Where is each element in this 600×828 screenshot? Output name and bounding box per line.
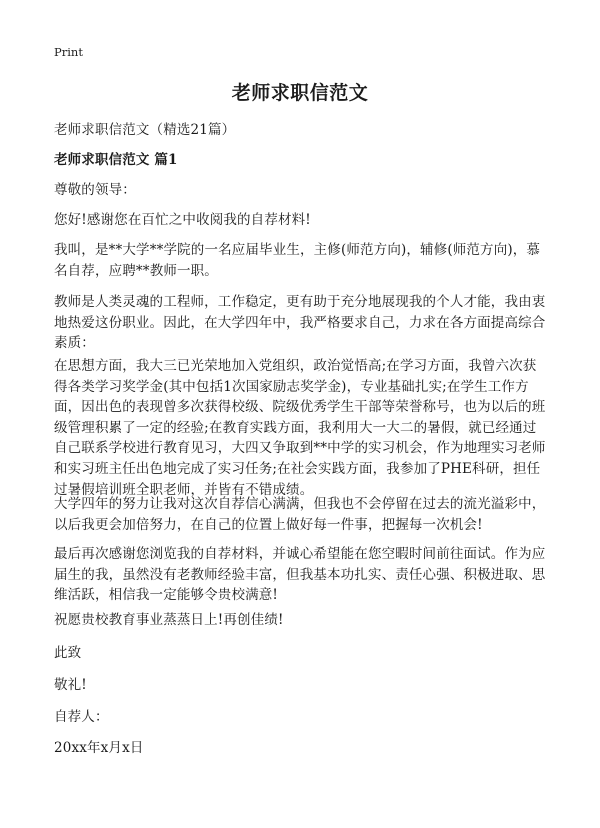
achievements-paragraph: 在思想方面，我大三已光荣地加入党组织，政治觉悟高;在学习方面，我曾六次获得各类学习奖学金(其中包括1次国家励志奖学金)，专业基础扎实;在学生工作方面，因出色的表现曾多次获得校级、院级优秀学生干部等荣誉称号，也为以后的班级管理积累了一定的经验;在教育实践方面，我利用大一大二的暑假，就已经通过自己联系学校进行教育见习，大四又争取到**中学的实习机会，作为地理实习老师和实习班主任出色地完成了实习任务;在社会实践方面，我参加了PHE科研，担任过暑假培训班全职老师，并皆有不错成绩。 — [54, 358, 546, 498]
print-link[interactable]: Print — [54, 45, 83, 59]
salutation: 尊敬的领导： — [54, 182, 136, 198]
document-title: 老师求职信范文 — [231, 82, 369, 104]
greeting-paragraph: 您好!感谢您在百忙之中收阅我的自荐材料! — [54, 212, 311, 228]
self-introduction-paragraph: 我叫，是**大学**学院的一名应届毕业生，主修(师范方向)，辅修(师范方向)，慕名自荐，应聘**教师一职。 — [54, 242, 541, 279]
closing-jingli: 敬礼! — [54, 677, 87, 693]
commitment-paragraph: 大学四年的努力让我对这次自荐信心满满，但我也不会停留在过去的流光溢彩中，以后我更会加倍努力，在自己的位置上做好每一件事，把握每一次机会! — [54, 496, 546, 533]
date-line: 20xx年x月x日 — [54, 740, 144, 756]
wishes-line: 祝愿贵校教育事业蒸蒸日上!再创佳绩! — [54, 612, 284, 628]
section-heading: 老师求职信范文 篇1 — [54, 152, 178, 168]
signature-label: 自荐人： — [54, 709, 109, 725]
motivation-paragraph: 教师是人类灵魂的工程师，工作稳定，更有助于充分地展现我的个人才能，我由衷地热爱这份职业。因此，在大学四年中，我严格要求自己，力求在各方面提高综合素质： — [54, 294, 546, 352]
closing-paragraph: 最后再次感谢您浏览我的自荐材料，并诚心希望能在您空暇时间前往面试。作为应届生的我，虽然没有老教师经验丰富，但我基本功扎实、责任心强、积极进取、思维活跃，相信我一定能够令贵校满意! — [54, 546, 546, 604]
document-intro: 老师求职信范文（精选21篇） — [54, 122, 236, 138]
closing-cizhi: 此致 — [54, 645, 82, 661]
